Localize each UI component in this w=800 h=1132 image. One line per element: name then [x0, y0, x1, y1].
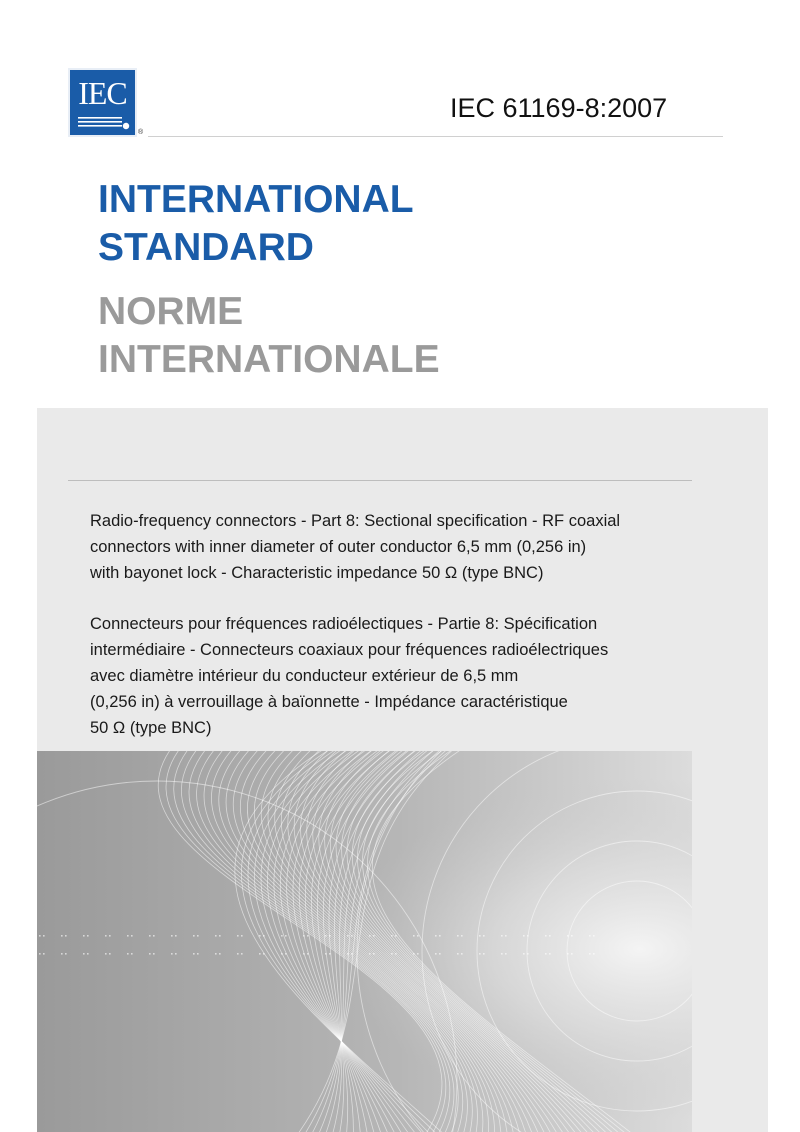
- title-french: [98, 288, 440, 384]
- description-french-line: 50 Ω (type BNC): [90, 719, 212, 737]
- description-french-line: intermédiaire - Connecteurs coaxiaux pour fréquences radioélectriques: [90, 641, 609, 659]
- description-english-line: Radio-frequency connectors - Part 8: Sectional specification - RF coaxial: [90, 512, 621, 530]
- title-english-line-1: INTERNATIONAL: [98, 178, 414, 221]
- registered-mark: ®: [138, 129, 144, 136]
- standard-reference: IEC 61169-8:2007: [450, 93, 668, 123]
- description-english-line: connectors with inner diameter of outer conductor 6,5 mm (0,256 in): [90, 538, 587, 556]
- title-french-line-1: NORME: [98, 290, 244, 333]
- description-french-line: Connecteurs pour fréquences radioélectiques - Partie 8: Spécification: [90, 615, 598, 633]
- description-french-line: (0,256 in) à verrouillage à baïonnette - Impédance caractéristique: [90, 693, 568, 711]
- description-english: [90, 508, 680, 586]
- iec-logo-text: IEC: [78, 75, 127, 111]
- header-divider: [148, 136, 723, 137]
- iec-logo: [68, 68, 137, 137]
- title-english-line-2: STANDARD: [98, 226, 314, 269]
- description-english-line: with bayonet lock - Characteristic impedance 50 Ω (type BNC): [90, 564, 544, 582]
- title-french-line-2: INTERNATIONALE: [98, 338, 440, 381]
- logo-lines-icon: [78, 116, 130, 130]
- description-french-line: avec diamètre intérieur du conducteur extérieur de 6,5 mm: [90, 667, 519, 685]
- description-french: [90, 611, 680, 741]
- decorative-cover-art: [37, 751, 692, 1132]
- title-english: [98, 176, 414, 272]
- panel-divider: [68, 480, 692, 481]
